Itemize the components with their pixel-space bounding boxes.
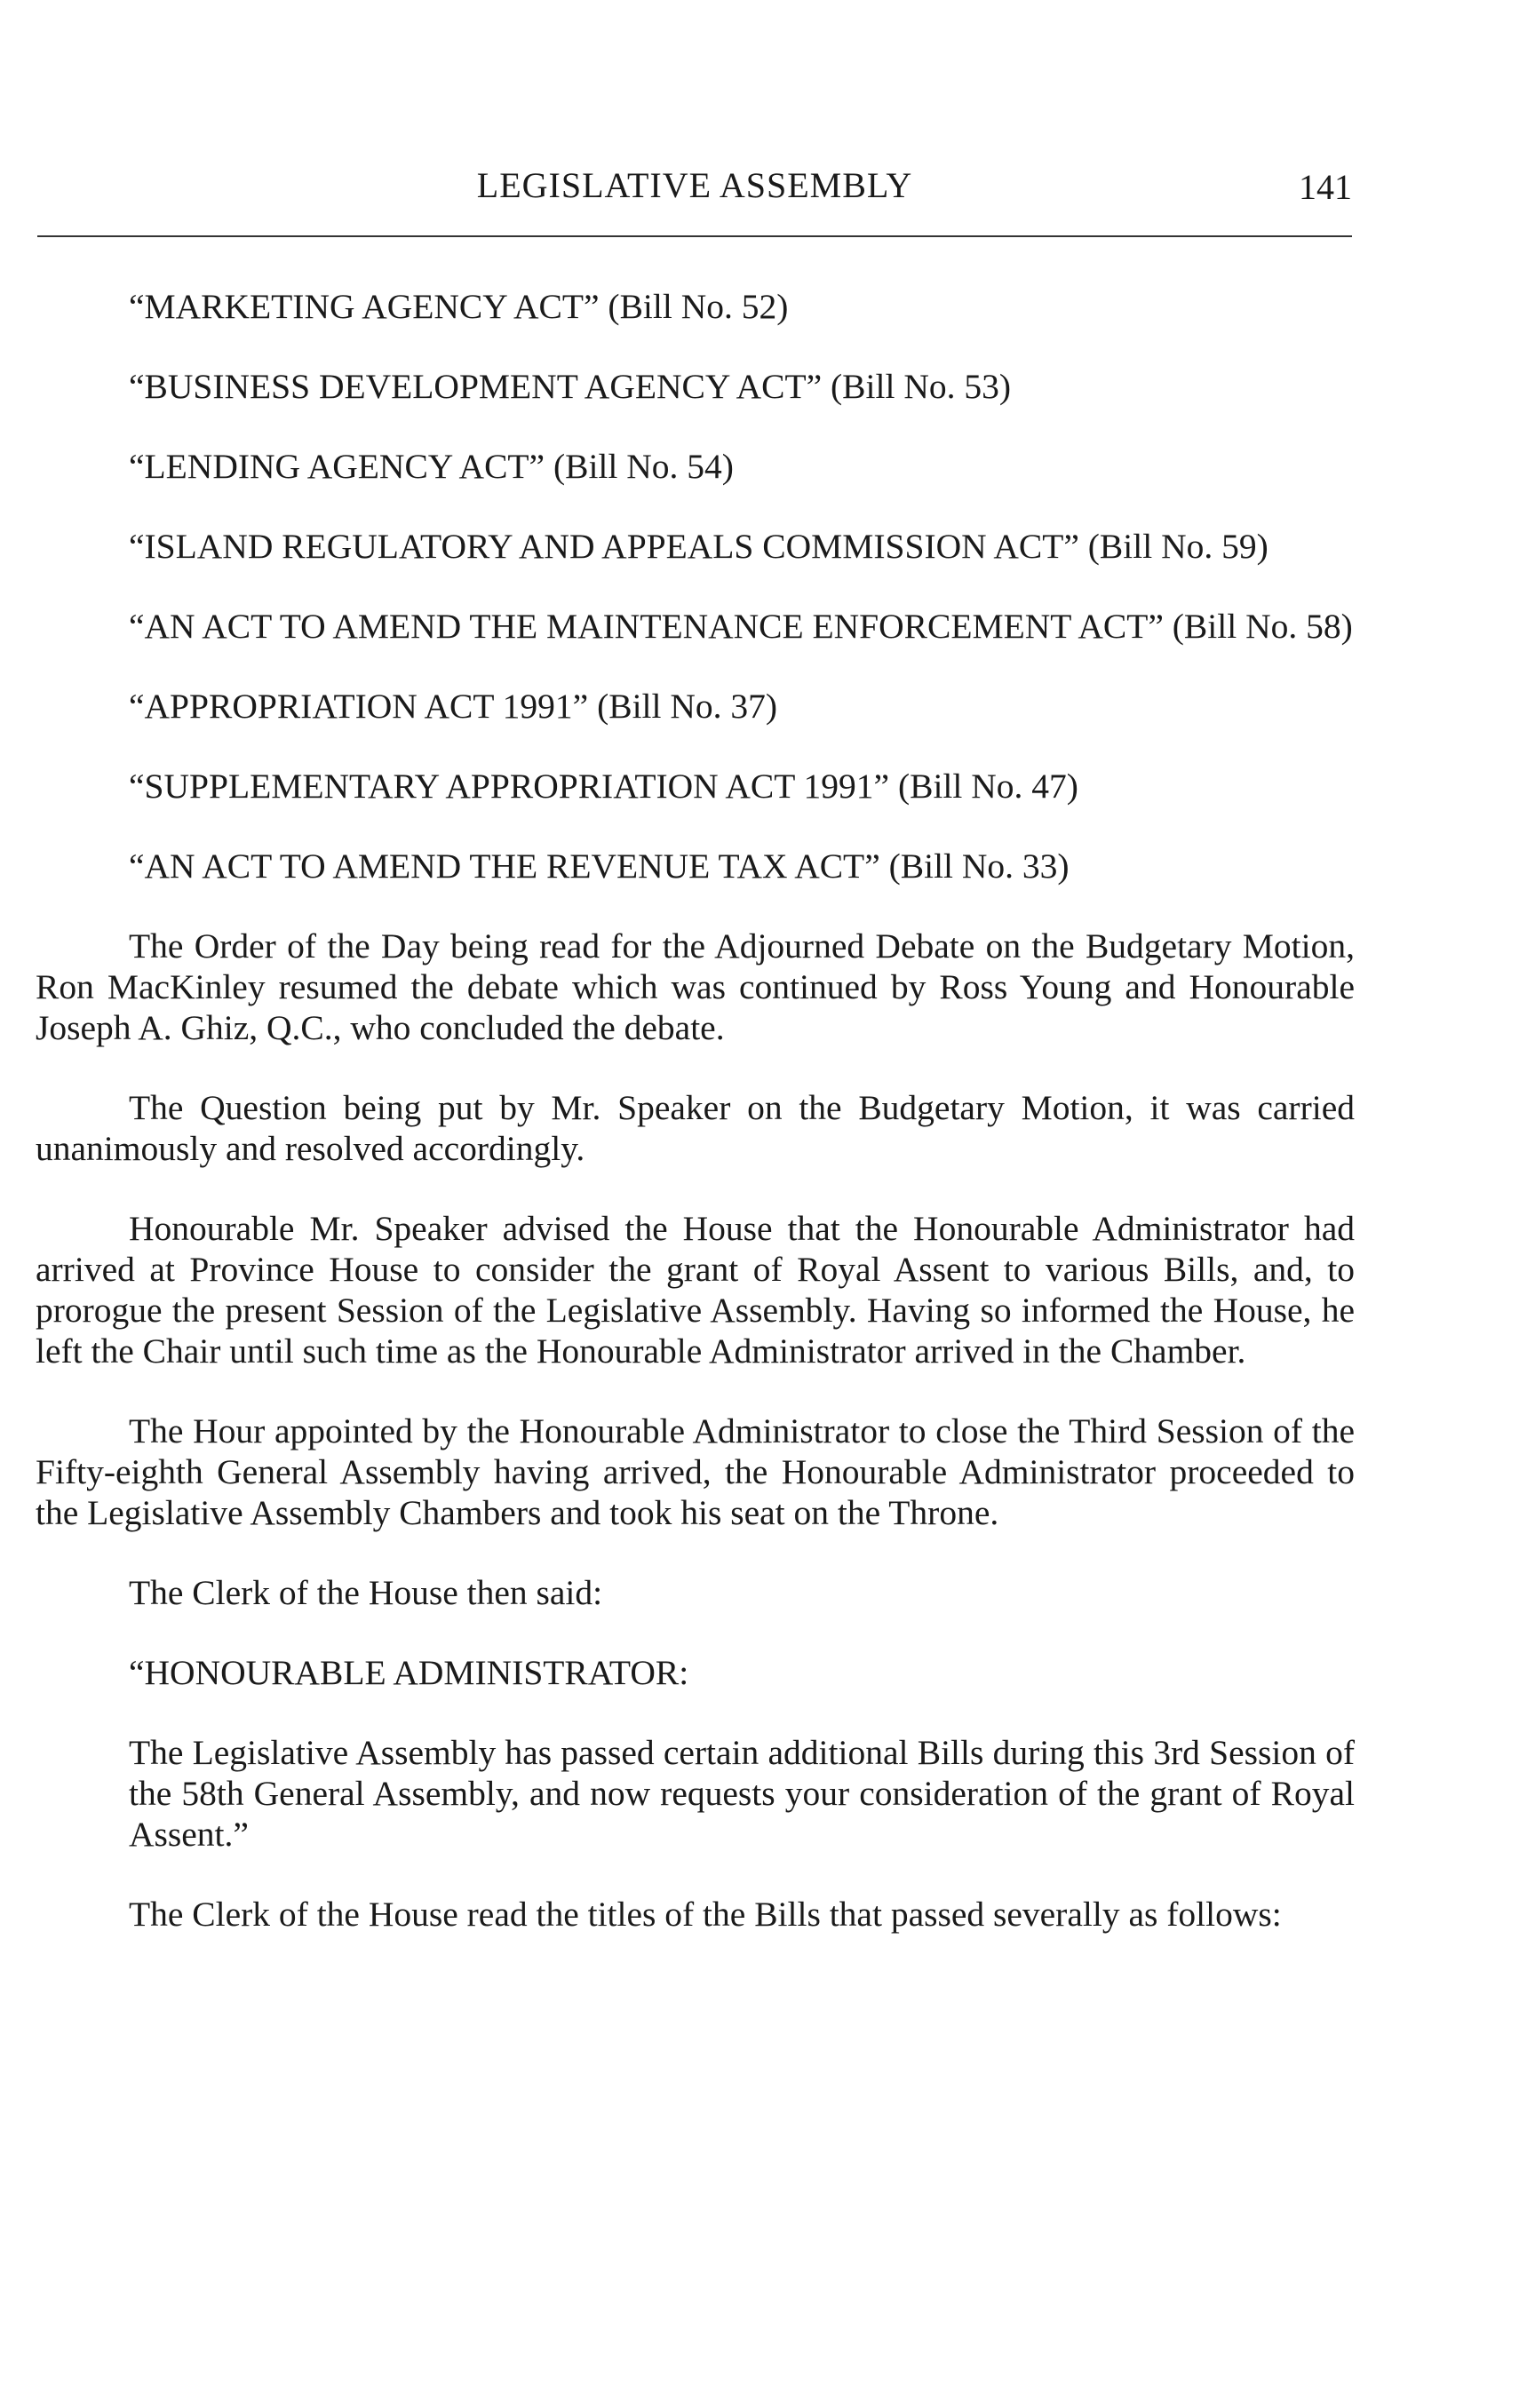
bill-title: “MARKETING AGENCY ACT” (Bill No. 52) — [129, 287, 789, 326]
header-rule — [37, 235, 1352, 237]
paragraph-speaker-advised: Honourable Mr. Speaker advised the House that the Honourable Administrator had arrived at Province House to consider the grant of Royal Assent to various Bills, and, to prorogue the present Session of the Legislative Assembly. Having so informed the House, he left the Chair until such time as the Honourable Administrator arrived in the Chamber. — [36, 1209, 1355, 1371]
paragraph-clerk-read: The Clerk of the House read the titles of the Bills that passed severally as follows: — [129, 1895, 1282, 1934]
bill-title: “SUPPLEMENTARY APPROPRIATION ACT 1991” (Bill No. 47) — [129, 767, 1078, 806]
bill-title: “APPROPRIATION ACT 1991” (Bill No. 37) — [129, 687, 778, 726]
paragraph-clerk-said: The Clerk of the House then said: — [129, 1573, 603, 1612]
page-number: 141 — [1299, 167, 1352, 207]
bill-title: “LENDING AGENCY ACT” (Bill No. 54) — [129, 447, 734, 486]
bill-title: “ISLAND REGULATORY AND APPEALS COMMISSION ACT” (Bill No. 59) — [129, 527, 1269, 566]
page-body — [36, 286, 1355, 1974]
paragraph-assembly-passed: The Legislative Assembly has passed certain additional Bills during this 3rd Session of the 58th General Assembly, and now requests your consideration of the grant of Royal Assent.” — [129, 1733, 1355, 1854]
address-line: “HONOURABLE ADMINISTRATOR: — [129, 1653, 689, 1692]
running-header-title: LEGISLATIVE ASSEMBLY — [476, 165, 913, 205]
bill-title: “AN ACT TO AMEND THE MAINTENANCE ENFORCEMENT ACT” (Bill No. 58) — [129, 607, 1353, 646]
bill-title: “AN ACT TO AMEND THE REVENUE TAX ACT” (Bill No. 33) — [129, 846, 1070, 886]
bill-title: “BUSINESS DEVELOPMENT AGENCY ACT” (Bill No. 53) — [129, 367, 1011, 406]
paragraph-hour-appointed: The Hour appointed by the Honourable Administrator to close the Third Session of the Fifty-eighth General Assembly having arrived, the Honourable Administrator proceeded to the Legislative Assembly Chambers and took his seat on the Throne. — [36, 1411, 1355, 1532]
paragraph-question-put: The Question being put by Mr. Speaker on the Budgetary Motion, it was carried unanimously and resolved accordingly. — [36, 1088, 1355, 1168]
page-header — [37, 164, 1352, 218]
paragraph-adjourned-debate: The Order of the Day being read for the Adjourned Debate on the Budgetary Motion, Ron MacKinley resumed the debate which was continued by Ross Young and Honourable Joseph A. Ghiz, Q.C., who concluded the debate. — [36, 926, 1355, 1047]
